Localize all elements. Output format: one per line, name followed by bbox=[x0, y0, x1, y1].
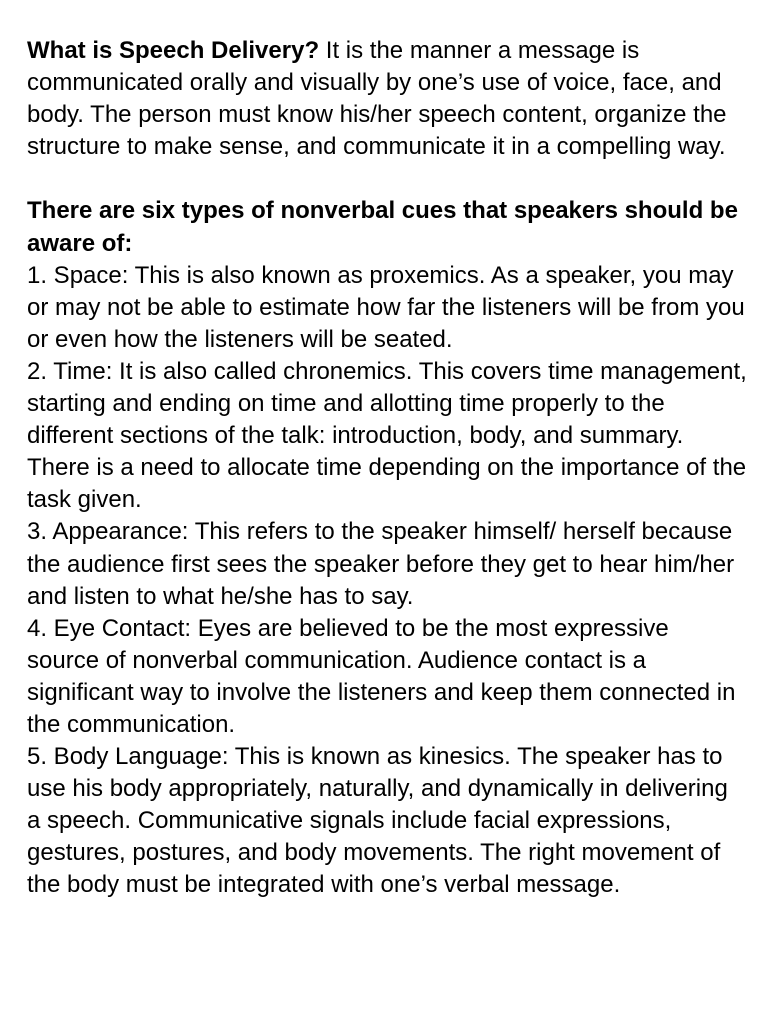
cues-list bbox=[27, 260, 747, 902]
list-item-space: 1. Space: This is also known as proxemics. As a speaker, you may or may not be able to estimate how far the listeners will be from you or even how the listeners will be seated. bbox=[27, 261, 745, 353]
intro-text: It is the manner a message is communicated orally and visually by one’s use of voice, face, and body. The person must know his/her speech content, organize the structure to make sense, and communicate it in a compelling way. bbox=[27, 37, 727, 161]
list-item-eye-contact: 4. Eye Contact: Eyes are believed to be the most expressive source of nonverbal communication. Audience contact is a significant way to involve the listeners and keep them connected in the communication. bbox=[27, 614, 736, 738]
paragraph-spacer bbox=[27, 163, 747, 195]
intro-heading: What is Speech Delivery? bbox=[27, 37, 320, 64]
intro-paragraph bbox=[27, 35, 747, 163]
list-item-appearance: 3. Appearance: This refers to the speaker himself/ herself because the audience first sees the speaker before they get to hear him/her and listen to what he/she has to say. bbox=[27, 518, 735, 610]
list-item-time: 2. Time: It is also called chronemics. This covers time management, starting and ending on time and allotting time properly to the different sections of the talk: introduction, body, and summary. There is a need to allocate time depending on the importance of the task given. bbox=[27, 357, 747, 514]
cues-heading: There are six types of nonverbal cues that speakers should be aware of: bbox=[27, 197, 738, 257]
document-page bbox=[27, 35, 747, 902]
list-item-body-language: 5. Body Language: This is known as kinesics. The speaker has to use his body appropriately, naturally, and dynamically in delivering a speech. Communicative signals include facial expressions, gestures, postures, and body movements. The right movement of the body must be integrated with one’s verbal message. bbox=[27, 743, 728, 899]
